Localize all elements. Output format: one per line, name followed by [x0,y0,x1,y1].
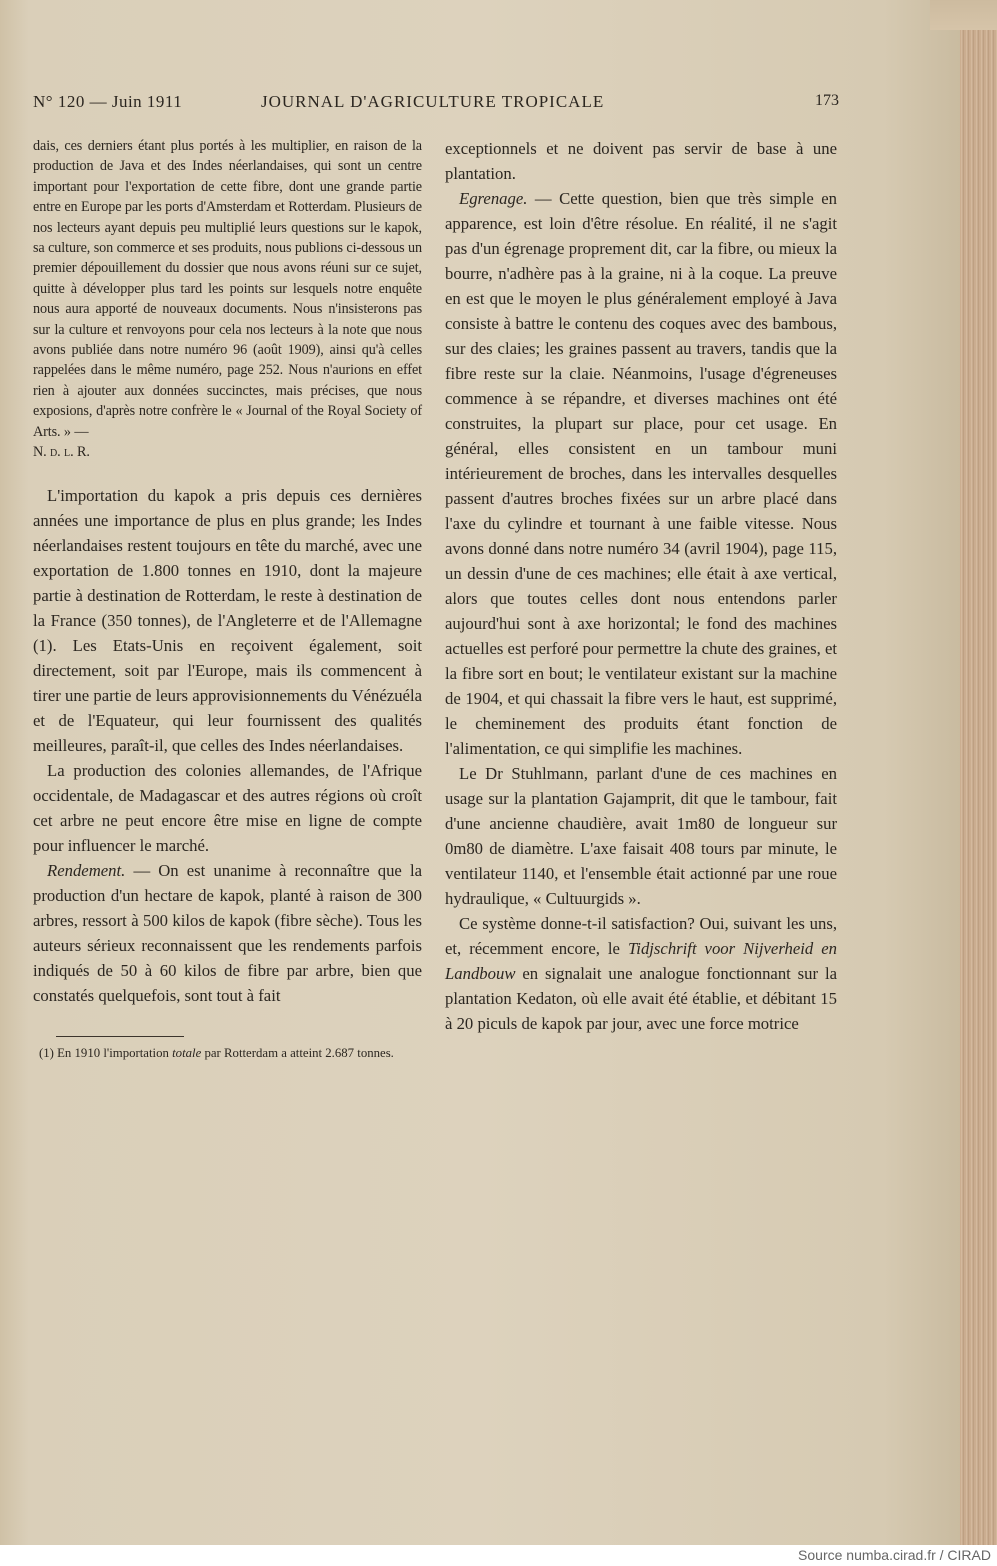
left-column [33,136,422,1062]
paragraph-stuhlmann: Le Dr Stuhlmann, parlant d'une de ces machines en usage sur la plantation Gajamprit, dit que le tambour, fait d'une ancienne chaudière, avait 1m80 de longueur sur 0m80 de diamètre. L'axe faisait 408 tours par minute, le ventilateur 1140, et l'ensemble était actionné par une roue hydraulique, « Cultuurgids ». [445,764,837,908]
systeme-start: Ce système donne-t-il satisfaction? Oui, suivant les uns, et, récemment encore, le [445,914,837,958]
running-header [33,92,839,116]
footnote-end: par Rotterdam a atteint 2.687 tonnes. [201,1045,394,1060]
systeme-end: en signalait une analogue fonctionnant sur la plantation Kedaton, où elle avait été établie, et débitant 15 à 20 piculs de kapok par jour, avec une force motrice [445,964,837,1033]
paragraph-egrenage [445,186,837,761]
footnote-italic: totale [172,1045,202,1060]
paragraph-continuation: exceptionnels et ne doivent pas servir de base à une plantation. [445,139,837,183]
source-credit: Source numba.cirad.fr / CIRAD [798,1547,991,1563]
book-corner-shadow [930,0,997,30]
editorial-signature: N. d. l. R. [33,444,90,461]
paragraph-importation: L'importation du kapok a pris depuis ces dernières années une importance de plus en plus grande; les Indes néerlandaises restent toujours en tête du marché, avec une exportation de 1.800 tonnes en 1910, dont la majeure partie à destination de Rotterdam, le reste à destination de la France (350 tonnes), de l'Angleterre et de l'Allemagne (1). Les Etats-Unis en reçoivent également, soit directement, soit par l'Europe, mais ils commencent à tirer une partie de leurs approvisionnements du Vénézuéla et de l'Equateur, qui leur fournissent des qualités meilleures, paraît-il, que celles des Indes néerlandaises. [33,485,422,755]
heading-rendement: Rendement. [47,860,126,880]
page-number: 173 [815,92,839,109]
paragraph-production: La production des colonies allemandes, de l'Afrique occidentale, de Madagascar et des autres régions où croît cet arbre ne peut encore être mise en ligne de compte pour influencer le marché. [33,760,422,855]
editorial-note [33,136,422,463]
egrenage-text: — Cette question, bien que très simple en apparence, est loin d'être résolue. En réalité, il ne s'agit pas d'un égrenage proprement dit, car la fibre, ou mieux la bourre, n'adhère pas à la graine, ni à la coque. La preuve en est que le moyen le plus généralement employé à Java consiste à battre le contenu des coques avec des bambous, sur des claies; les graines passent au travers, tandis que la fibre reste sur la claie. Néanmoins, l'usage d'égreneuses commence à se répandre, et diverses machines ont été construites, la plupart sur place, pour cet usage. En général, elles consistent en un tambour muni intérieurement de broches, dans les intervalles desquelles passent d'autres broches fixées sur un arbre placé dans l'axe du cylindre et tournant à une faible vitesse. Nous avons donné dans notre numéro 34 (avril 1904), page 115, un dessin d'une de ces machines; elle était à axe vertical, alors que toutes celles dont nous entendons parler aujourd'hui sont à axe horizontal; le fond des machines actuelles est perforé pour permettre la chute des graines, et la fibre sort en bout; le ventilateur existant sur la machine de 1904, et qui chassait la fibre vers le haut, est supprimé, le cheminement des produits étant fonction de l'alimentation, ce qui simplifie les machines. [445,189,837,758]
editorial-note-text: dais, ces derniers étant plus portés à les multiplier, en raison de la production de Java et des Indes néerlandaises, qui sont un centre important pour l'exportation de cette fibre, dont une grande partie entre en Europe par les ports d'Amsterdam et Rotterdam. Plusieurs de nos lecteurs ayant depuis peu multiplié leurs questions sur le kapok, sa culture, son commerce et ses produits, nous publions ci-dessous un premier dépouillement du dossier que nous avons réuni sur ce sujet, quitte à développer plus tard les points sur lesquels notre enquête nous aura apporté de nouveaux documents. Nous n'insisterons pas sur la culture et renvoyons pour cela nos lecteurs à la note que nous avons publiée dans notre numéro 96 (août 1909), ainsi qu'à celles rappelées dans le même numéro, page 252. Nous n'aurions en effet rien à ajouter aux données succinctes, mais précises, que nous exposions, d'après notre confrère le « Journal of the Royal Society of Arts. » — [33,138,422,440]
issue-info: N° 120 — Juin 1911 [33,92,183,111]
heading-egrenage: Egrenage. [459,189,528,208]
section-gap [33,463,422,483]
footnote-start: (1) En 1910 l'importation [39,1045,173,1060]
journal-title: JOURNAL D'AGRICULTURE TROPICALE [261,92,605,111]
right-column [445,136,837,1036]
paragraph-systeme [445,911,837,1036]
paragraph-rendement [33,858,422,1008]
footnote [33,1045,422,1062]
footnote-divider [56,1036,184,1037]
rendement-text: — On est unanime à reconnaître que la production d'un hectare de kapok, planté à raison de 300 arbres, ressort à 500 kilos de kapok (fibre sèche). Tous les auteurs sérieux reconnaissent que les rendements parfois indiqués de 50 à 60 kilos de fibre par arbre, bien que constatés quelquefois, sont tout à fait [33,860,422,1005]
book-page-edges [960,0,997,1545]
journal-name: Tidjschrift voor Nijverheid en Landbouw [445,939,837,983]
